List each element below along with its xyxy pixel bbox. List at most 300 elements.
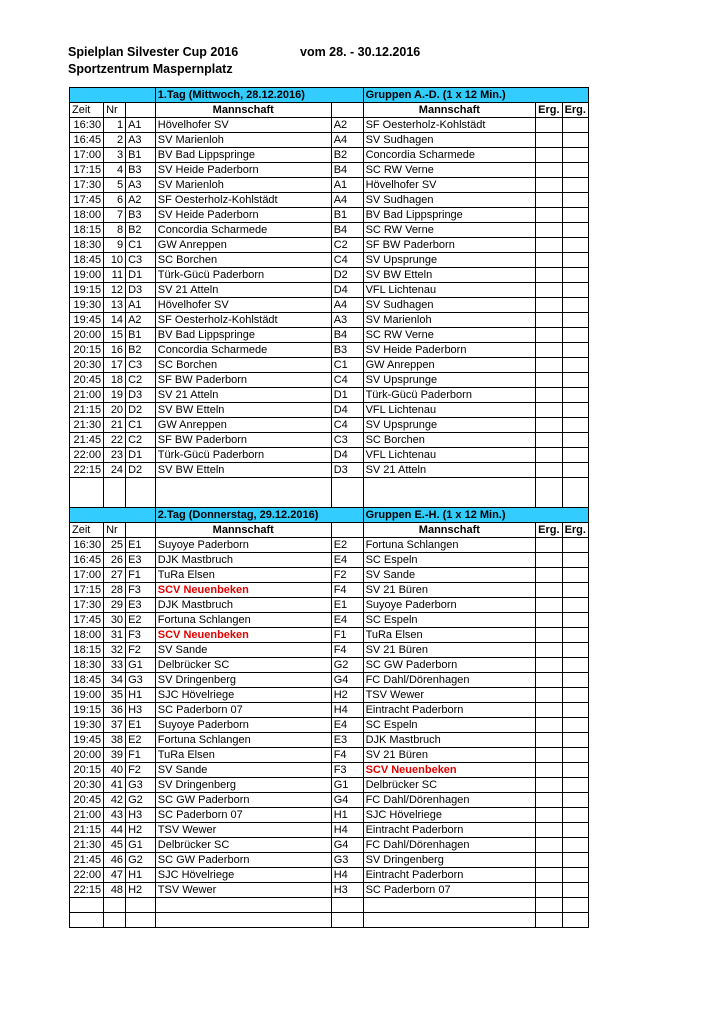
home-team: TSV Wewer [155, 883, 331, 898]
home-team: DJK Mastbruch [155, 553, 331, 568]
away-group-slot: E3 [331, 733, 363, 748]
game-time: 18:00 [70, 208, 104, 223]
away-group-slot: D4 [331, 448, 363, 463]
home-team: GW Anreppen [155, 418, 331, 433]
home-group-slot: D2 [126, 463, 156, 478]
home-team: SV Marienloh [155, 133, 331, 148]
away-group-slot: E1 [331, 598, 363, 613]
home-group-slot: G3 [126, 673, 156, 688]
home-team: BV Bad Lippspringe [155, 148, 331, 163]
home-team: SCV Neuenbeken [155, 583, 331, 598]
away-group-slot: G4 [331, 673, 363, 688]
away-group-slot: H3 [331, 883, 363, 898]
home-team: Fortuna Schlangen [155, 613, 331, 628]
home-group-slot: F3 [126, 583, 156, 598]
empty-row [70, 898, 589, 913]
home-team: SF BW Paderborn [155, 373, 331, 388]
home-team: SC Borchen [155, 253, 331, 268]
game-time: 17:15 [70, 163, 104, 178]
home-group-slot: C2 [126, 433, 156, 448]
result-cell [562, 433, 588, 448]
away-team: SV Sande [363, 568, 536, 583]
home-group-slot: H1 [126, 868, 156, 883]
result-cell [536, 163, 562, 178]
home-team: SJC Hövelriege [155, 868, 331, 883]
game-time: 17:00 [70, 148, 104, 163]
game-row [70, 748, 589, 763]
game-row [70, 133, 589, 148]
home-team: Fortuna Schlangen [155, 733, 331, 748]
away-team: SF Oesterholz-Kohlstädt [363, 118, 536, 133]
away-group-slot: H4 [331, 868, 363, 883]
game-row [70, 733, 589, 748]
away-team: SV 21 Büren [363, 583, 536, 598]
away-group-slot: C4 [331, 253, 363, 268]
away-team: SV Upsprunge [363, 418, 536, 433]
game-number: 14 [104, 313, 126, 328]
home-group-slot: E3 [126, 553, 156, 568]
home-group-slot: G2 [126, 793, 156, 808]
away-team: VFL Lichtenau [363, 448, 536, 463]
result-cell [536, 703, 562, 718]
result-cell [562, 358, 588, 373]
home-team: SC Borchen [155, 358, 331, 373]
col-nr: Nr [104, 103, 126, 118]
away-group-slot: B3 [331, 343, 363, 358]
result-cell [562, 808, 588, 823]
away-team: VFL Lichtenau [363, 283, 536, 298]
game-time: 20:45 [70, 793, 104, 808]
away-team: TuRa Elsen [363, 628, 536, 643]
home-group-slot: D2 [126, 403, 156, 418]
game-time: 21:00 [70, 388, 104, 403]
game-row [70, 793, 589, 808]
result-cell [562, 448, 588, 463]
game-time: 20:15 [70, 763, 104, 778]
away-group-slot: D4 [331, 403, 363, 418]
home-group-slot: B1 [126, 328, 156, 343]
game-row [70, 778, 589, 793]
game-row [70, 673, 589, 688]
game-time: 20:00 [70, 328, 104, 343]
home-team: SV 21 Atteln [155, 283, 331, 298]
away-team: Fortuna Schlangen [363, 538, 536, 553]
game-number: 4 [104, 163, 126, 178]
result-cell [562, 868, 588, 883]
home-team: Delbrücker SC [155, 838, 331, 853]
game-row [70, 253, 589, 268]
game-number: 11 [104, 268, 126, 283]
game-time: 21:15 [70, 403, 104, 418]
result-cell [562, 703, 588, 718]
result-cell [562, 223, 588, 238]
result-cell [536, 733, 562, 748]
away-team: Türk-Gücü Paderborn [363, 388, 536, 403]
home-team: Türk-Gücü Paderborn [155, 268, 331, 283]
away-group-slot: G1 [331, 778, 363, 793]
home-team: SV Sande [155, 763, 331, 778]
away-group-slot: A4 [331, 133, 363, 148]
home-team: GW Anreppen [155, 238, 331, 253]
home-team: SC GW Paderborn [155, 853, 331, 868]
schedule-table-day-1 [69, 87, 589, 508]
game-row [70, 763, 589, 778]
result-cell [536, 568, 562, 583]
result-cell [536, 238, 562, 253]
result-cell [562, 133, 588, 148]
away-group-slot: A3 [331, 313, 363, 328]
game-number: 3 [104, 148, 126, 163]
result-cell [562, 298, 588, 313]
away-team: TSV Wewer [363, 688, 536, 703]
game-number: 38 [104, 733, 126, 748]
game-number: 31 [104, 628, 126, 643]
game-row [70, 328, 589, 343]
game-row [70, 883, 589, 898]
home-team: Concordia Scharmede [155, 343, 331, 358]
away-group-slot: C4 [331, 418, 363, 433]
result-cell [536, 553, 562, 568]
empty-row [70, 478, 589, 508]
away-group-slot: B4 [331, 328, 363, 343]
game-row [70, 163, 589, 178]
game-number: 12 [104, 283, 126, 298]
result-cell [562, 583, 588, 598]
home-group-slot: H2 [126, 883, 156, 898]
home-group-slot: A3 [126, 178, 156, 193]
result-cell [536, 793, 562, 808]
away-group-slot: B2 [331, 148, 363, 163]
game-time: 21:45 [70, 433, 104, 448]
day-banner [70, 508, 589, 523]
result-cell [562, 118, 588, 133]
home-group-slot: E1 [126, 538, 156, 553]
home-group-slot: H3 [126, 703, 156, 718]
away-group-slot: B4 [331, 163, 363, 178]
home-group-slot: G1 [126, 658, 156, 673]
game-time: 19:15 [70, 703, 104, 718]
away-group-slot: E4 [331, 718, 363, 733]
away-team: Eintracht Paderborn [363, 868, 536, 883]
away-team: SV 21 Büren [363, 748, 536, 763]
home-team: SC Paderborn 07 [155, 808, 331, 823]
home-group-slot: D3 [126, 388, 156, 403]
game-time: 17:00 [70, 568, 104, 583]
result-cell [562, 403, 588, 418]
game-number: 41 [104, 778, 126, 793]
result-cell [536, 133, 562, 148]
away-team: SV Upsprunge [363, 253, 536, 268]
col-team-home: Mannschaft [155, 103, 331, 118]
game-time: 21:00 [70, 808, 104, 823]
home-team: SF Oesterholz-Kohlstädt [155, 193, 331, 208]
result-cell [536, 808, 562, 823]
game-row [70, 808, 589, 823]
away-team: SC RW Verne [363, 328, 536, 343]
col-team-away: Mannschaft [363, 103, 536, 118]
result-cell [536, 268, 562, 283]
game-time: 17:30 [70, 178, 104, 193]
home-team: SV Marienloh [155, 178, 331, 193]
result-cell [536, 583, 562, 598]
away-team: SV Upsprunge [363, 373, 536, 388]
home-group-slot: H3 [126, 808, 156, 823]
empty-row [70, 913, 589, 928]
result-cell [562, 823, 588, 838]
game-number: 16 [104, 343, 126, 358]
home-group-slot: F1 [126, 748, 156, 763]
home-team: DJK Mastbruch [155, 598, 331, 613]
result-cell [562, 163, 588, 178]
home-group-slot: E1 [126, 718, 156, 733]
away-team: SC Espeln [363, 613, 536, 628]
result-cell [562, 313, 588, 328]
away-team: SV 21 Büren [363, 643, 536, 658]
game-row [70, 208, 589, 223]
home-group-slot: D1 [126, 268, 156, 283]
document-title: Spielplan Silvester Cup 2016 [68, 45, 239, 59]
result-cell [562, 778, 588, 793]
result-cell [536, 673, 562, 688]
away-team: SC Espeln [363, 718, 536, 733]
home-group-slot: F2 [126, 643, 156, 658]
result-cell [562, 853, 588, 868]
result-cell [562, 643, 588, 658]
away-team: Eintracht Paderborn [363, 823, 536, 838]
away-team: SV Sudhagen [363, 298, 536, 313]
home-team: BV Bad Lippspringe [155, 328, 331, 343]
game-number: 34 [104, 673, 126, 688]
result-cell [536, 778, 562, 793]
home-group-slot: H1 [126, 688, 156, 703]
game-row [70, 193, 589, 208]
home-group-slot: A2 [126, 193, 156, 208]
result-cell [562, 208, 588, 223]
home-group-slot: A1 [126, 118, 156, 133]
game-number: 43 [104, 808, 126, 823]
away-team: VFL Lichtenau [363, 403, 536, 418]
home-group-slot: C1 [126, 238, 156, 253]
game-row [70, 343, 589, 358]
game-number: 26 [104, 553, 126, 568]
game-number: 42 [104, 793, 126, 808]
away-team: SV Heide Paderborn [363, 343, 536, 358]
away-group-slot: F4 [331, 583, 363, 598]
game-row [70, 178, 589, 193]
game-number: 33 [104, 658, 126, 673]
result-cell [562, 673, 588, 688]
result-cell [536, 748, 562, 763]
game-row [70, 148, 589, 163]
home-group-slot: C3 [126, 253, 156, 268]
away-group-slot: C2 [331, 238, 363, 253]
game-number: 30 [104, 613, 126, 628]
home-group-slot: B2 [126, 223, 156, 238]
result-cell [562, 343, 588, 358]
home-team: Hövelhofer SV [155, 298, 331, 313]
game-time: 18:30 [70, 658, 104, 673]
result-cell [562, 628, 588, 643]
game-time: 18:15 [70, 643, 104, 658]
away-group-slot: G3 [331, 853, 363, 868]
away-team: SC GW Paderborn [363, 658, 536, 673]
game-row [70, 358, 589, 373]
home-team: TuRa Elsen [155, 568, 331, 583]
game-number: 46 [104, 853, 126, 868]
away-group-slot: B4 [331, 223, 363, 238]
result-cell [536, 208, 562, 223]
away-group-slot: D2 [331, 268, 363, 283]
away-group-slot: A4 [331, 298, 363, 313]
result-cell [562, 718, 588, 733]
game-time: 17:45 [70, 193, 104, 208]
home-team: SV Dringenberg [155, 673, 331, 688]
game-row [70, 853, 589, 868]
home-team: SV Heide Paderborn [155, 163, 331, 178]
game-number: 47 [104, 868, 126, 883]
away-team: Concordia Scharmede [363, 148, 536, 163]
result-cell [536, 418, 562, 433]
game-row [70, 688, 589, 703]
result-cell [536, 823, 562, 838]
away-group-slot: G4 [331, 793, 363, 808]
away-group-slot: E2 [331, 538, 363, 553]
result-cell [536, 118, 562, 133]
game-row [70, 868, 589, 883]
game-time: 22:15 [70, 883, 104, 898]
result-cell [562, 688, 588, 703]
result-cell [536, 223, 562, 238]
result-cell [536, 718, 562, 733]
game-number: 35 [104, 688, 126, 703]
home-team: SV Dringenberg [155, 778, 331, 793]
game-time: 19:45 [70, 733, 104, 748]
result-cell [562, 568, 588, 583]
game-number: 5 [104, 178, 126, 193]
result-cell [562, 388, 588, 403]
result-cell [562, 553, 588, 568]
result-cell [562, 328, 588, 343]
game-time: 22:00 [70, 868, 104, 883]
away-group-slot: F3 [331, 763, 363, 778]
game-number: 15 [104, 328, 126, 343]
result-cell [536, 868, 562, 883]
away-group-slot: E4 [331, 613, 363, 628]
game-time: 18:00 [70, 628, 104, 643]
game-row [70, 838, 589, 853]
game-number: 40 [104, 763, 126, 778]
game-number: 22 [104, 433, 126, 448]
col-team-home: Mannschaft [155, 523, 331, 538]
home-group-slot: E3 [126, 598, 156, 613]
result-cell [536, 853, 562, 868]
game-time: 16:45 [70, 133, 104, 148]
game-number: 1 [104, 118, 126, 133]
game-number: 45 [104, 838, 126, 853]
result-cell [562, 253, 588, 268]
result-cell [562, 613, 588, 628]
home-group-slot: B2 [126, 343, 156, 358]
game-row [70, 223, 589, 238]
game-time: 16:30 [70, 118, 104, 133]
result-cell [562, 373, 588, 388]
away-team: Suyoye Paderborn [363, 598, 536, 613]
away-team: Eintracht Paderborn [363, 703, 536, 718]
home-group-slot: A3 [126, 133, 156, 148]
game-time: 19:00 [70, 688, 104, 703]
game-number: 27 [104, 568, 126, 583]
away-group-slot: D1 [331, 388, 363, 403]
home-team: Türk-Gücü Paderborn [155, 448, 331, 463]
col-erg-1: Erg. [536, 103, 562, 118]
day-title: 1.Tag (Mittwoch, 28.12.2016) [155, 88, 363, 103]
col-team-away: Mannschaft [363, 523, 536, 538]
game-time: 16:30 [70, 538, 104, 553]
game-number: 18 [104, 373, 126, 388]
home-group-slot: E2 [126, 613, 156, 628]
result-cell [536, 883, 562, 898]
game-row [70, 283, 589, 298]
away-group-slot: F2 [331, 568, 363, 583]
away-group-slot: F1 [331, 628, 363, 643]
away-group-slot: C1 [331, 358, 363, 373]
game-time: 18:15 [70, 223, 104, 238]
game-time: 20:45 [70, 373, 104, 388]
home-team: SCV Neuenbeken [155, 628, 331, 643]
home-team: Suyoye Paderborn [155, 718, 331, 733]
column-header-row [70, 523, 589, 538]
game-row [70, 658, 589, 673]
result-cell [536, 403, 562, 418]
col-erg-1: Erg. [536, 523, 562, 538]
result-cell [536, 178, 562, 193]
game-time: 17:30 [70, 598, 104, 613]
home-team: Concordia Scharmede [155, 223, 331, 238]
game-row [70, 703, 589, 718]
column-header-row [70, 103, 589, 118]
away-team: SC RW Verne [363, 163, 536, 178]
away-team: SV Sudhagen [363, 133, 536, 148]
result-cell [562, 418, 588, 433]
away-group-slot: H4 [331, 823, 363, 838]
result-cell [562, 238, 588, 253]
away-group-slot: D3 [331, 463, 363, 478]
away-team: GW Anreppen [363, 358, 536, 373]
col-erg-2: Erg. [562, 523, 588, 538]
result-cell [536, 328, 562, 343]
result-cell [562, 598, 588, 613]
home-team: SC GW Paderborn [155, 793, 331, 808]
game-time: 20:00 [70, 748, 104, 763]
game-number: 9 [104, 238, 126, 253]
home-team: TSV Wewer [155, 823, 331, 838]
home-team: SV Heide Paderborn [155, 208, 331, 223]
game-number: 7 [104, 208, 126, 223]
home-group-slot: D3 [126, 283, 156, 298]
away-team: FC Dahl/Dörenhagen [363, 673, 536, 688]
result-cell [536, 343, 562, 358]
game-number: 20 [104, 403, 126, 418]
home-team: SV BW Etteln [155, 403, 331, 418]
game-row [70, 268, 589, 283]
result-cell [536, 688, 562, 703]
home-team: SF Oesterholz-Kohlstädt [155, 313, 331, 328]
away-group-slot: A4 [331, 193, 363, 208]
game-number: 24 [104, 463, 126, 478]
away-team: SV Dringenberg [363, 853, 536, 868]
game-time: 21:30 [70, 838, 104, 853]
result-cell [562, 268, 588, 283]
